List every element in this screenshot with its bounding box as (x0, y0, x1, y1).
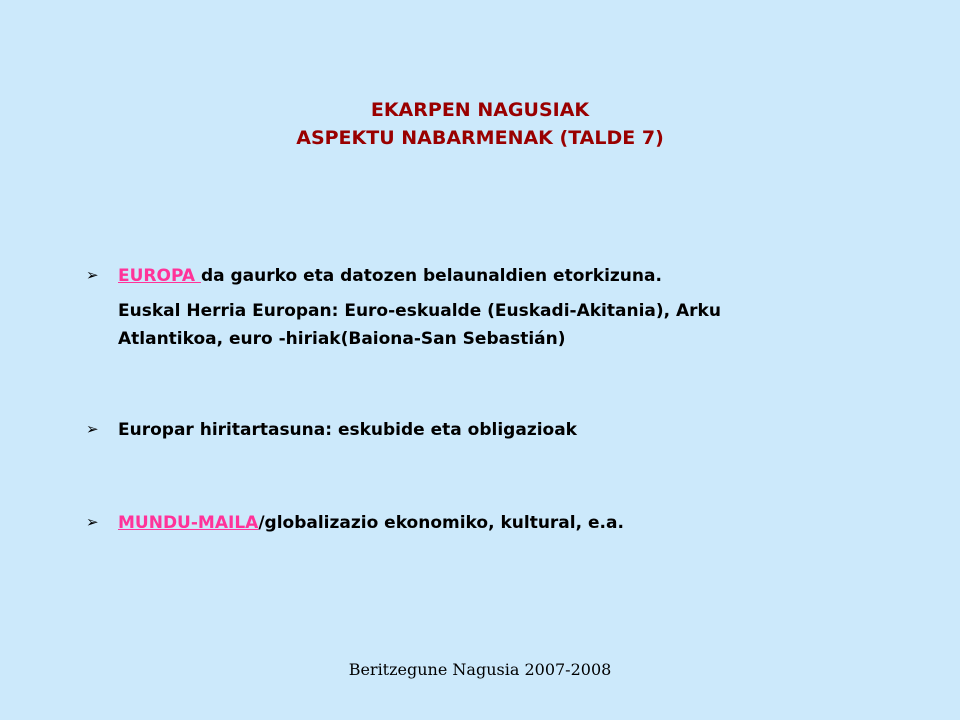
arrow-bullet-icon: ➢ (86, 513, 99, 531)
slide-subtitle: ASPEKTU NABARMENAK (TALDE 7) (296, 127, 664, 149)
arrow-bullet-icon: ➢ (86, 266, 99, 284)
list-item-3-text: /globalizazio ekonomiko, kultural, e.a. (258, 513, 624, 533)
list-item-1-text: da gaurko eta datozen belaunaldien etorkizuna. (200, 266, 662, 286)
list-item-1-continuation-1: Euskal Herria Europan: Euro-eskualde (Euskadi-Akitania), Arku (118, 301, 721, 321)
list-item-3 (118, 511, 624, 535)
slide-footer: Beritzegune Nagusia 2007-2008 (348, 660, 612, 679)
mundu-maila-link[interactable]: MUNDU-MAILA (118, 513, 259, 533)
slide-title: EKARPEN NAGUSIAK (370, 99, 590, 121)
list-item-1 (118, 264, 662, 288)
arrow-bullet-icon: ➢ (86, 420, 99, 438)
list-item-2: Europar hiritartasuna: eskubide eta obligazioak (118, 420, 577, 440)
list-item-1-continuation-2: Atlantikoa, euro -hiriak(Baiona-San Sebastián) (118, 329, 566, 349)
europa-link[interactable]: EUROPA (118, 266, 201, 286)
